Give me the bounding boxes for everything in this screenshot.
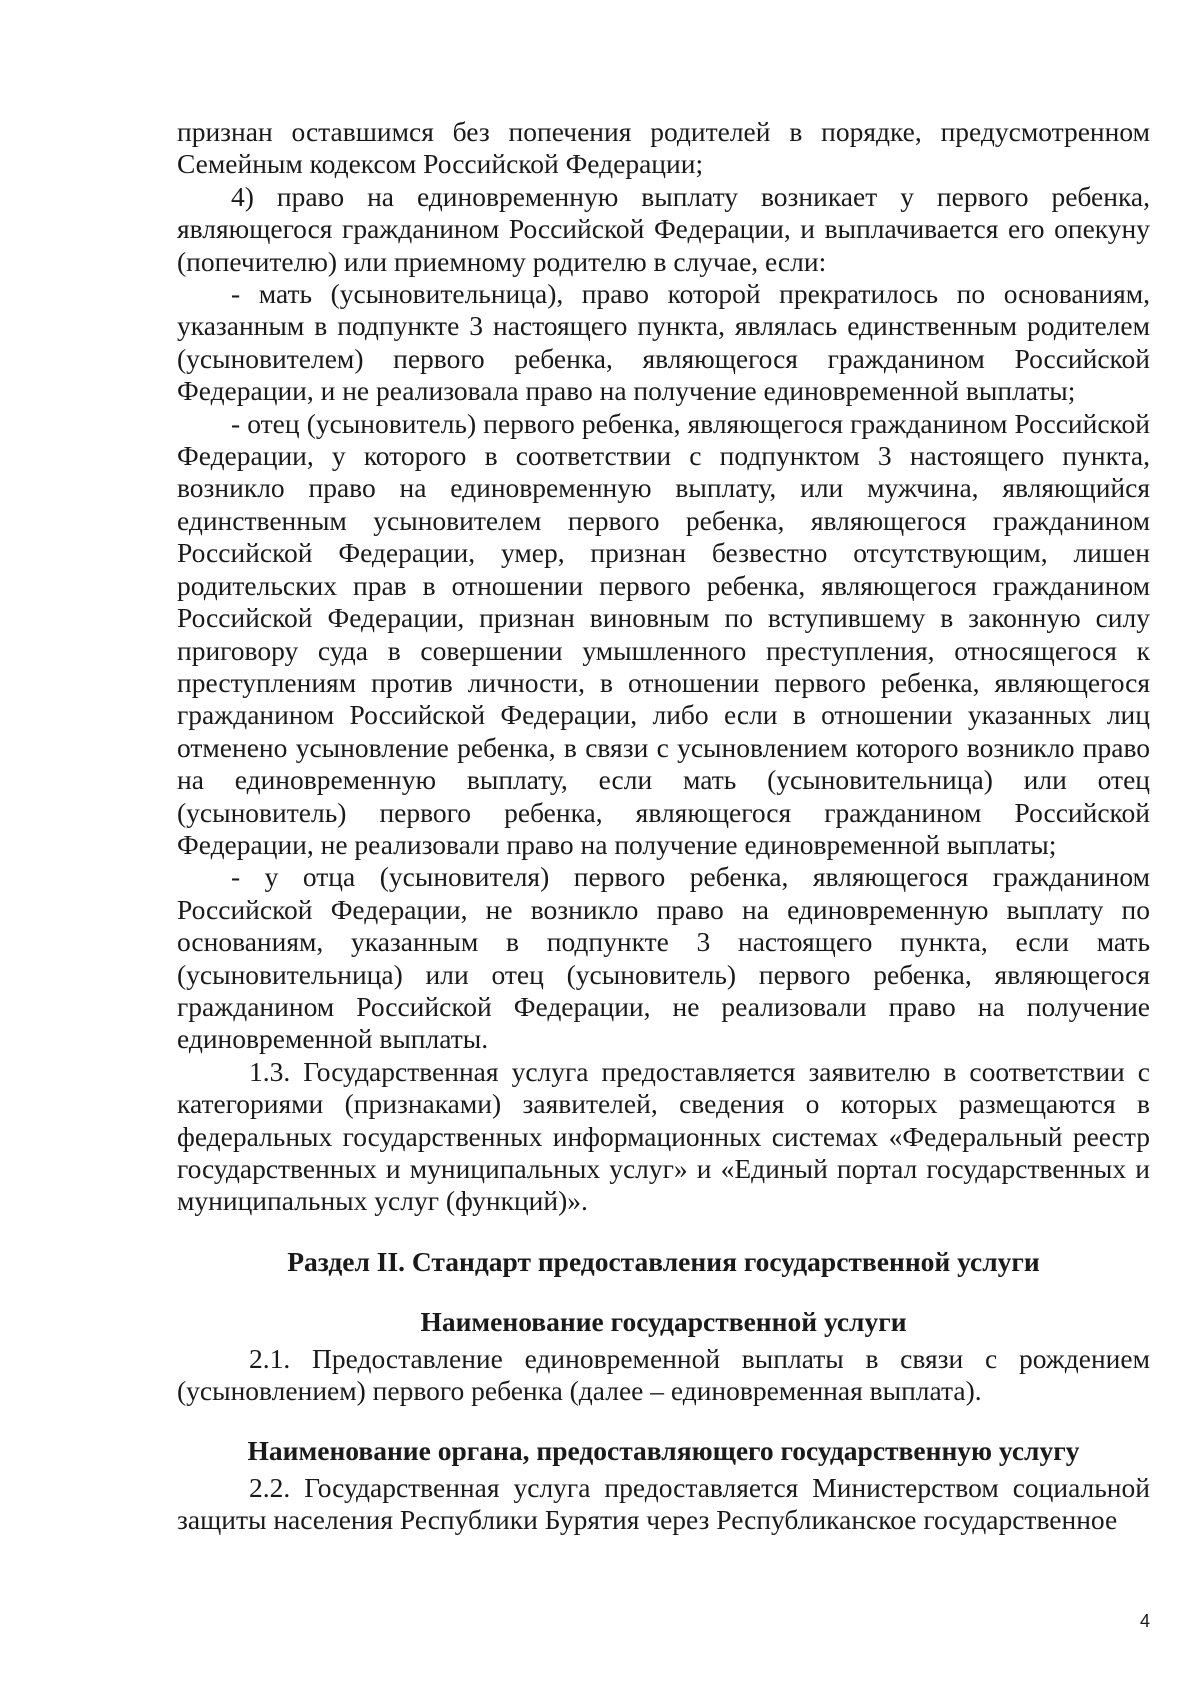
paragraph-item-4: 4) право на единовременную выплату возникает у первого ребенка, являющегося гражданином Российской Федерации, и выплачивается его опекуну (попечителю) или приемному родителю в случае, если: <box>177 180 1150 277</box>
paragraph-father-no-right: - у отца (усыновителя) первого ребенка, являющегося гражданином Российской Федерации, не возникло право на единовременную выплату по основаниям, указанным в подпункте 3 настоящего пункта, если мать (усыновительница) или отец (усыновитель) первого ребенка, являющегося гражданином Российской Федерации, не реализовали право на получение единовременной выплаты. <box>177 861 1150 1055</box>
paragraph-2-1: 2.1. Предоставление единовременной выплаты в связи с рождением (усыновлением) первого ребенка (далее – единовременная выплата). <box>177 1342 1150 1407</box>
page-number: 4 <box>1139 1611 1150 1631</box>
paragraph-1-3: 1.3. Государственная услуга предоставляется заявителю в соответствии с категориями (признаками) заявителей, сведения о которых размещаются в федеральных государственных информационных системах «Федеральный реестр государственных и муниципальных услуг» и «Единый портал государственных и муниципальных услуг (функций)». <box>177 1055 1150 1217</box>
document-body <box>177 116 1150 1537</box>
section-heading: Раздел II. Стандарт предоставления государственной услуги <box>287 1245 1040 1277</box>
paragraph-orphan-status: признан оставшимся без попечения родителей в порядке, предусмотренном Семейным кодексом Российской Федерации; <box>177 116 1150 180</box>
paragraph-mother-condition: - мать (усыновительница), право которой прекратилось по основаниям, указанным в подпункте 3 настоящего пункта, являлась единственным родителем (усыновителем) первого ребенка, являющегося гражданином Российской Федерации, и не реализовала право на получение единовременной выплаты; <box>177 278 1150 407</box>
subheading-authority-name: Наименование органа, предоставляющего государственную услугу <box>247 1435 1080 1467</box>
paragraph-2-2: 2.2. Государственная услуга предоставляется Министерством социальной защиты населения Республики Бурятия через Республиканское государственное <box>177 1471 1150 1536</box>
paragraph-father-condition: - отец (усыновитель) первого ребенка, являющегося гражданином Российской Федерации, у которого в соответствии с подпунктом 3 настоящего пункта, возникло право на единовременную выплату, или мужчина, являющийся единственным усыновителем первого ребенка, являющегося гражданином Российской Федерации, умер, признан безвестно отсутствующим, лишен родительских прав в отношении первого ребенка, являющегося гражданином Российской Федерации, признан виновным по вступившему в законную силу приговору суда в совершении умышленного преступления, относящегося к преступлениям против личности, в отношении первого ребенка, являющегося гражданином Российской Федерации, либо если в отношении указанных лиц отменено усыновление ребенка, в связи с усыновлением которого возникло право на единовременную выплату, если мать (усыновительница) или отец (усыновитель) первого ребенка, являющегося гражданином Российской Федерации, не реализовали право на получение единовременной выплаты; <box>177 407 1150 860</box>
subheading-service-name: Наименование государственной услуги <box>420 1306 907 1338</box>
